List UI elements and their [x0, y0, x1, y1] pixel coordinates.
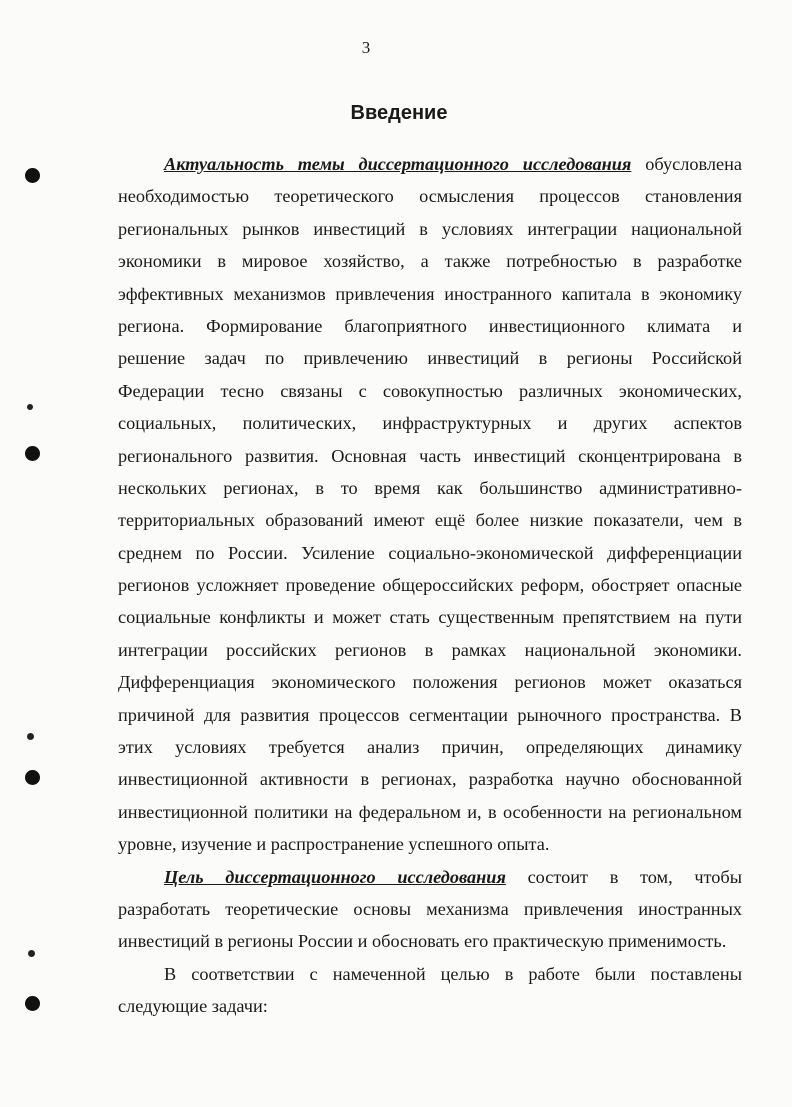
text-line: регионального развития. Основная часть инвестиций сконцентрирована в: [118, 445, 742, 466]
text-line: Цель диссертационного исследования состоит в том, чтобы: [164, 866, 743, 887]
text-line: Актуальность темы диссертационного исследования обусловлена: [164, 154, 742, 174]
text-line: среднем по России. Усиление социально-экономической дифференциации: [118, 542, 742, 563]
text-line: интеграции российских регионов в рамках национальной экономики.: [118, 639, 742, 660]
binder-hole: [25, 168, 40, 183]
text-line: регионов усложняет проведение общероссийских реформ, обостряет опасные: [118, 575, 742, 596]
scan-speck: [27, 733, 34, 740]
binder-hole: [25, 446, 40, 461]
text-line: этих условиях требуется анализ причин, определяющих динамику: [118, 737, 742, 758]
text-line: региональных рынков инвестиций в условиях интеграции национальной: [118, 218, 742, 239]
scan-speck: [27, 404, 33, 410]
text-line: инвестиционной политики на федеральном и, в особенности на региональном: [118, 801, 742, 822]
text-line: уровне, изучение и распространение успешного опыта.: [118, 834, 550, 855]
text-line: территориальных образований имеют ещё более низкие показатели, чем в: [118, 510, 742, 531]
body-text: [118, 148, 742, 1023]
text-line: причиной для развития процессов сегментации рыночного пространства. В: [118, 704, 742, 725]
text-line: социальных, политических, инфраструктурных и других аспектов: [118, 413, 742, 434]
text-line: экономики в мировое хозяйство, а также потребностью в разработке: [118, 251, 742, 272]
emphasis-lead: Актуальность темы диссертационного исследования: [164, 154, 632, 174]
text-line: следующие задачи:: [118, 996, 268, 1017]
text-line: Федерации тесно связаны с совокупностью различных экономических,: [118, 380, 742, 401]
text-line: необходимостью теоретического осмысления процессов становления: [118, 186, 742, 207]
text-line: В соответствии с намеченной целью в работе были поставлены: [164, 963, 742, 984]
text-line: Дифференциация экономического положения регионов может оказаться: [118, 672, 742, 693]
binder-hole: [25, 996, 40, 1011]
text-line: социальные конфликты и может стать существенным препятствием на пути: [118, 607, 742, 628]
text-line: инвестиций в регионы России и обосновать его практическую применимость.: [118, 931, 727, 952]
section-heading: Введение: [350, 102, 448, 124]
emphasis-lead: Цель диссертационного исследования: [164, 866, 506, 887]
scan-speck: [28, 950, 35, 957]
text-line: региона. Формирование благоприятного инвестиционного климата и: [118, 315, 742, 336]
page-number: 3: [361, 38, 371, 57]
binder-hole: [25, 770, 40, 785]
text-line: разработать теоретические основы механизма привлечения иностранных: [118, 898, 742, 919]
text-line: нескольких регионах, в то время как большинство административно-: [118, 477, 742, 498]
text-line: решение задач по привлечению инвестиций в регионы Российской: [118, 348, 742, 369]
text-line: эффективных механизмов привлечения иностранного капитала в экономику: [118, 283, 742, 304]
text-line: инвестиционной активности в регионах, разработка научно обоснованной: [118, 769, 742, 790]
